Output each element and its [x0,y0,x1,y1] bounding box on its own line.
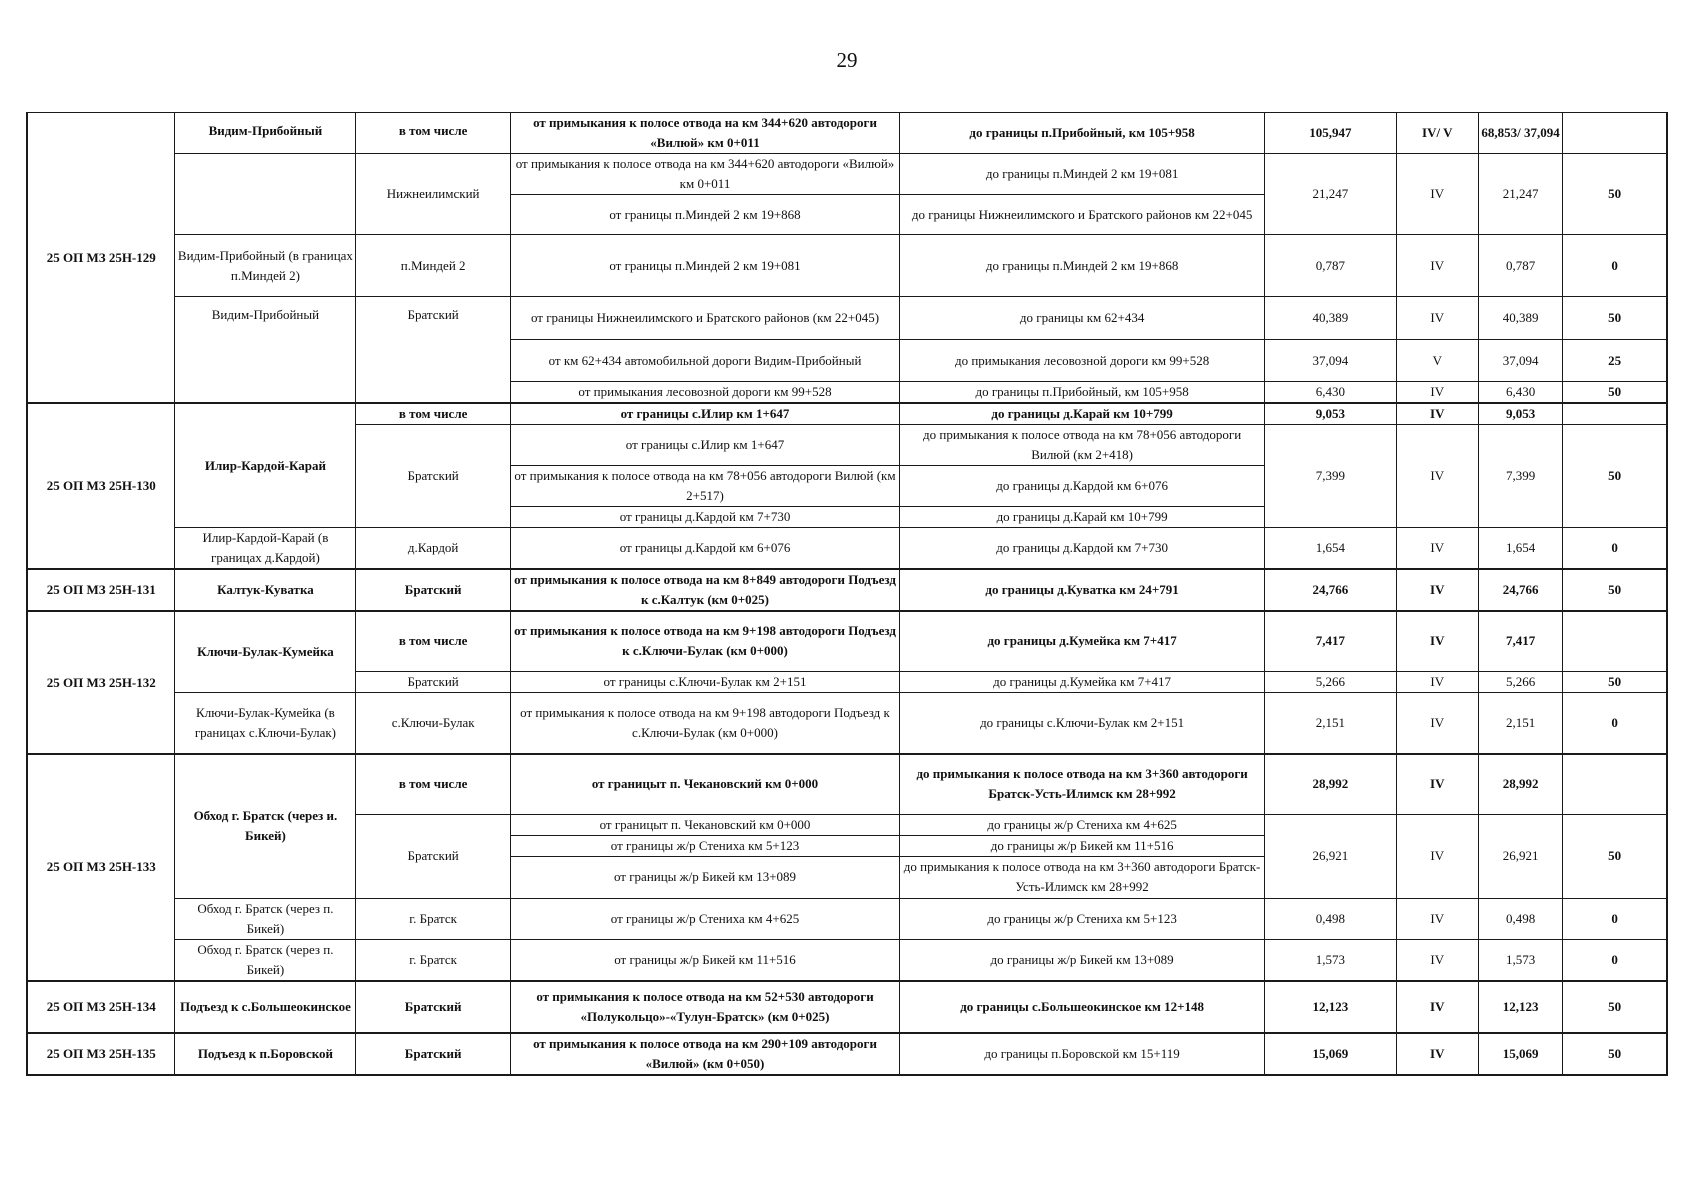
length-by-category: 2,151 [1478,692,1562,754]
length-km: 26,921 [1265,814,1397,898]
length-km: 0,787 [1265,235,1397,297]
road-category: IV [1396,297,1478,340]
segment-to: до границы п.Миндей 2 км 19+081 [900,154,1265,195]
road-code: 25 ОП МЗ 25Н-135 [27,1033,175,1075]
length-km: 105,947 [1265,113,1397,154]
segment-to: до границы ж/р Стениха км 5+123 [900,898,1265,939]
segment-from: от км 62+434 автомобильной дороги Видим-Прибойный [510,340,899,382]
speed-limit: 0 [1563,235,1667,297]
road-category: IV [1396,425,1478,528]
table-row [27,898,1667,939]
table-row [27,1033,1667,1075]
speed-limit: 25 [1563,340,1667,382]
district: Братский [356,569,511,611]
road-name: Илир-Кардой-Карай [175,403,356,528]
length-km: 15,069 [1265,1033,1397,1075]
segment-to: до границы д.Кардой км 6+076 [900,466,1265,507]
table-row [27,939,1667,981]
road-category: IV [1396,382,1478,404]
table-row [27,403,1667,425]
district: г. Братск [356,939,511,981]
speed-limit: 50 [1563,814,1667,898]
speed-limit: 50 [1563,981,1667,1033]
road-name: Калтук-Куватка [175,569,356,611]
district: Братский [356,671,511,692]
road-name: Ключи-Булак-Кумейка (в границах с.Ключи-Булак) [175,692,356,754]
segment-to: до примыкания к полосе отвода на км 3+360 автодороги Братск-Усть-Илимск км 28+992 [900,754,1265,814]
speed-limit [1563,611,1667,671]
length-km: 24,766 [1265,569,1397,611]
length-km: 7,399 [1265,425,1397,528]
segment-from: от примыкания к полосе отвода на км 8+849 автодороги Подъезд к с.Калтук (км 0+025) [510,569,899,611]
segment-to: до границы п.Прибойный, км 105+958 [900,113,1265,154]
segment-to: до границы ж/р Бикей км 13+089 [900,939,1265,981]
speed-limit [1563,403,1667,425]
length-km: 37,094 [1265,340,1397,382]
table-row [27,154,1667,195]
page-number: 29 [836,48,858,72]
length-by-category: 15,069 [1478,1033,1562,1075]
length-km: 5,266 [1265,671,1397,692]
road-category: IV [1396,154,1478,235]
segment-to: до границы с.Ключи-Булак км 2+151 [900,692,1265,754]
segment-from: от границы ж/р Стениха км 5+123 [510,835,899,856]
segment-from: от примыкания лесовозной дороги км 99+528 [510,382,899,404]
segment-from: от примыкания к полосе отвода на км 344+620 автодороги «Вилюй» км 0+011 [510,154,899,195]
length-by-category: 21,247 [1478,154,1562,235]
length-km: 0,498 [1265,898,1397,939]
length-by-category: 7,399 [1478,425,1562,528]
length-by-category: 12,123 [1478,981,1562,1033]
segment-from: от границы п.Миндей 2 км 19+081 [510,235,899,297]
segment-from: от границы ж/р Бикей км 13+089 [510,856,899,898]
road-category: IV [1396,898,1478,939]
table-row [27,981,1667,1033]
road-name: Обход г. Братск (через п. Бикей) [175,939,356,981]
district: в том числе [356,754,511,814]
segment-from: от примыкания к полосе отвода на км 9+198 автодороги Подъезд к с.Ключи-Булак (км 0+000) [510,611,899,671]
length-km: 6,430 [1265,382,1397,404]
district: с.Ключи-Булак [356,692,511,754]
speed-limit: 50 [1563,569,1667,611]
road-category: IV [1396,814,1478,898]
length-km: 9,053 [1265,403,1397,425]
road-category: IV [1396,403,1478,425]
speed-limit [1563,754,1667,814]
length-by-category: 37,094 [1478,340,1562,382]
length-by-category: 24,766 [1478,569,1562,611]
segment-from: от примыкания к полосе отвода на км 52+530 автодороги «Полукольцо»-«Тулун-Братск» (км 0+025) [510,981,899,1033]
road-name: Видим-Прибойный (в границах п.Миндей 2) [175,235,356,297]
length-km: 1,654 [1265,528,1397,570]
segment-from: от примыкания к полосе отвода на км 9+198 автодороги Подъезд к с.Ключи-Булак (км 0+000) [510,692,899,754]
segment-to: до границы км 62+434 [900,297,1265,340]
segment-to: до границы п.Прибойный, км 105+958 [900,382,1265,404]
road-category: IV [1396,235,1478,297]
length-km: 40,389 [1265,297,1397,340]
road-category: IV [1396,528,1478,570]
road-category: V [1396,340,1478,382]
road-category: IV [1396,939,1478,981]
segment-from: от границы п.Миндей 2 км 19+868 [510,195,899,235]
speed-limit: 50 [1563,297,1667,340]
length-by-category: 5,266 [1478,671,1562,692]
segment-to: до примыкания к полосе отвода на км 78+056 автодороги Вилюй (км 2+418) [900,425,1265,466]
segment-to: до границы Нижнеилимского и Братского районов км 22+045 [900,195,1265,235]
segment-to: до границы д.Кумейка км 7+417 [900,671,1265,692]
table-row [27,235,1667,297]
table-row [27,569,1667,611]
length-by-category: 26,921 [1478,814,1562,898]
segment-to: до границы д.Кардой км 7+730 [900,528,1265,570]
roads-table [26,112,1668,1076]
speed-limit: 50 [1563,425,1667,528]
segment-to: до границы д.Куватка км 24+791 [900,569,1265,611]
segment-to: до границы с.Большеокинское км 12+148 [900,981,1265,1033]
length-by-category: 0,787 [1478,235,1562,297]
district: Нижнеилимский [356,154,511,235]
road-code: 25 ОП МЗ 25Н-133 [27,754,175,981]
segment-from: от границы д.Кардой км 7+730 [510,507,899,528]
segment-to: до границы п.Боровской км 15+119 [900,1033,1265,1075]
segment-from: от границы с.Илир км 1+647 [510,425,899,466]
table-row [27,611,1667,671]
road-name: Илир-Кардой-Карай (в границах д.Кардой) [175,528,356,570]
length-by-category: 28,992 [1478,754,1562,814]
district: в том числе [356,113,511,154]
road-category: IV [1396,569,1478,611]
road-name: Видим-Прибойный [175,297,356,404]
road-category: IV [1396,671,1478,692]
road-category: IV [1396,611,1478,671]
length-by-category: 68,853/ 37,094 [1478,113,1562,154]
length-by-category: 1,654 [1478,528,1562,570]
road-code: 25 ОП МЗ 25Н-134 [27,981,175,1033]
road-name: Подъезд к с.Большеокинское [175,981,356,1033]
speed-limit: 50 [1563,1033,1667,1075]
district: в том числе [356,403,511,425]
road-name: Обход г. Братск (через п. Бикей) [175,898,356,939]
length-km: 2,151 [1265,692,1397,754]
road-name: Ключи-Булак-Кумейка [175,611,356,692]
district: Братский [356,814,511,898]
speed-limit: 0 [1563,692,1667,754]
segment-from: от границы ж/р Стениха км 4+625 [510,898,899,939]
length-km: 28,992 [1265,754,1397,814]
length-km: 7,417 [1265,611,1397,671]
length-km: 1,573 [1265,939,1397,981]
length-km: 21,247 [1265,154,1397,235]
segment-to: до границы д.Кумейка км 7+417 [900,611,1265,671]
length-by-category: 1,573 [1478,939,1562,981]
speed-limit [1563,113,1667,154]
road-category: IV [1396,754,1478,814]
table-row [27,528,1667,570]
speed-limit: 0 [1563,939,1667,981]
district: п.Миндей 2 [356,235,511,297]
segment-from: от границы ж/р Бикей км 11+516 [510,939,899,981]
segment-to: до примыкания лесовозной дороги км 99+528 [900,340,1265,382]
road-code: 25 ОП МЗ 25Н-131 [27,569,175,611]
segment-from: от границы с.Илир км 1+647 [510,403,899,425]
segment-to: до границы д.Карай км 10+799 [900,403,1265,425]
district: Братский [356,1033,511,1075]
speed-limit: 0 [1563,528,1667,570]
road-code: 25 ОП МЗ 25Н-130 [27,403,175,569]
segment-to: до границы п.Миндей 2 км 19+868 [900,235,1265,297]
segment-to: до границы ж/р Бикей км 11+516 [900,835,1265,856]
segment-from: от примыкания к полосе отвода на км 78+056 автодороги Вилюй (км 2+517) [510,466,899,507]
speed-limit: 50 [1563,154,1667,235]
segment-to: до примыкания к полосе отвода на км 3+360 автодороги Братск-Усть-Илимск км 28+992 [900,856,1265,898]
road-code: 25 ОП МЗ 25Н-132 [27,611,175,754]
road-category: IV [1396,692,1478,754]
district: Братский [356,297,511,404]
segment-from: от границыт п. Чекановский км 0+000 [510,814,899,835]
district: в том числе [356,611,511,671]
length-by-category: 9,053 [1478,403,1562,425]
segment-from: от границы с.Ключи-Булак км 2+151 [510,671,899,692]
segment-from: от границы д.Кардой км 6+076 [510,528,899,570]
table-row [27,113,1667,154]
district: Братский [356,425,511,528]
segment-from: от примыкания к полосе отвода на км 344+620 автодороги «Вилюй» км 0+011 [510,113,899,154]
road-category: IV/ V [1396,113,1478,154]
segment-to: до границы ж/р Стениха км 4+625 [900,814,1265,835]
district: д.Кардой [356,528,511,570]
length-by-category: 40,389 [1478,297,1562,340]
length-km: 12,123 [1265,981,1397,1033]
table-row [27,692,1667,754]
district: г. Братск [356,898,511,939]
road-name: Видим-Прибойный [175,113,356,154]
road-name: Подъезд к п.Боровской [175,1033,356,1075]
road-category: IV [1396,1033,1478,1075]
speed-limit: 50 [1563,382,1667,404]
segment-from: от примыкания к полосе отвода на км 290+109 автодороги «Вилюй» (км 0+050) [510,1033,899,1075]
district: Братский [356,981,511,1033]
speed-limit: 50 [1563,671,1667,692]
table-row [27,297,1667,340]
speed-limit: 0 [1563,898,1667,939]
table-row [27,754,1667,814]
length-by-category: 7,417 [1478,611,1562,671]
segment-to: до границы д.Карай км 10+799 [900,507,1265,528]
road-name: Обход г. Братск (через и. Бикей) [175,754,356,898]
length-by-category: 6,430 [1478,382,1562,404]
road-category: IV [1396,981,1478,1033]
segment-from: от границы Нижнеилимского и Братского районов (км 22+045) [510,297,899,340]
road-name [175,154,356,235]
segment-from: от границыт п. Чекановский км 0+000 [510,754,899,814]
length-by-category: 0,498 [1478,898,1562,939]
road-code: 25 ОП МЗ 25Н-129 [27,113,175,404]
